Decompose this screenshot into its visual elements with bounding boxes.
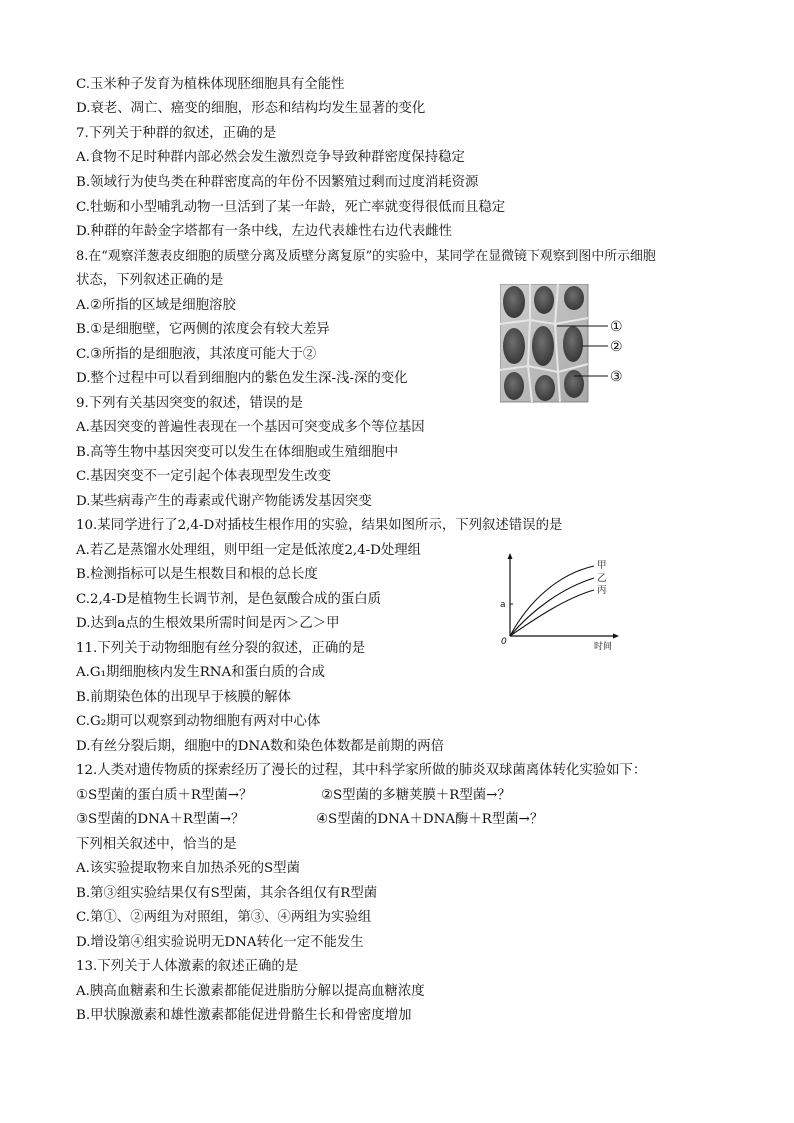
- protoplast: [503, 286, 525, 318]
- line-32: A.该实验提取物来自加热杀死的S型菌: [76, 861, 300, 876]
- line-24: A.G₁期细胞核内发生RNA和蛋白质的合成: [76, 665, 325, 680]
- protoplast: [504, 372, 524, 400]
- x-axis-arrow: [613, 634, 619, 639]
- line-38: B.甲状腺激素和雄性激素都能促进骨骼生长和骨密度增加: [76, 1008, 412, 1023]
- protoplast: [532, 326, 554, 366]
- line-18: 10.某同学进行了2,4-D对插枝生根作用的实验，结果如图所示，下列叙述错误的是: [76, 518, 563, 533]
- line-1: D.衰老、凋亡、癌变的细胞，形态和结构均发生显著的变化: [76, 101, 426, 116]
- label-3: ③: [610, 369, 623, 385]
- label-1: ①: [610, 319, 623, 335]
- line-26: C.G₂期可以观察到动物细胞有两对中心体: [76, 714, 321, 729]
- line-36: 13.下列关于人体激素的叙述正确的是: [76, 959, 299, 974]
- q12-option-2: ②S型菌的多糖荚膜＋R型菌→？: [321, 788, 511, 803]
- line-25: B.前期染色体的出现早于核膜的解体: [76, 690, 291, 705]
- origin-label: 0: [501, 637, 507, 647]
- protoplast: [535, 375, 555, 401]
- line-6: D.种群的年龄金字塔都有一条中线，左边代表雄性右边代表雌性: [76, 224, 453, 239]
- line-27: D.有丝分裂后期，细胞中的DNA数和染色体数都是前期的两倍: [76, 739, 445, 754]
- line-12: D.整个过程中可以看到细胞内的紫色发生深-浅-深的变化: [76, 371, 408, 386]
- line-3: A.食物不足时种群内部必然会发生激烈竞争导致种群密度保持稳定: [76, 150, 465, 165]
- line-30: ③S型菌的DNA＋R型菌→？: [76, 812, 245, 827]
- protoplast: [564, 286, 584, 310]
- curve-jia: [510, 566, 594, 636]
- line-35: D.增设第④组实验说明无DNA转化一定不能发生: [76, 935, 364, 950]
- line-20: B.检测指标可以是生根数目和根的总长度: [76, 567, 318, 582]
- line-21: C.2,4-D是植物生长调节剂，是色氨酸合成的蛋白质: [76, 592, 382, 607]
- line-37: A.胰高血糖素和生长激素都能促进脂肪分解以提高血糖浓度: [76, 984, 425, 999]
- line-22: D.达到a点的生根效果所需时间是丙＞乙＞甲: [76, 616, 340, 631]
- curve-label-yi: 乙: [597, 573, 607, 584]
- line-9: A.②所指的区域是细胞溶胶: [76, 298, 236, 313]
- protoplast: [534, 286, 554, 314]
- rooting-curve-figure: [498, 552, 622, 654]
- y-axis-arrow: [508, 553, 513, 559]
- label-2: ②: [610, 339, 623, 355]
- line-4: B.领域行为使鸟类在种群密度高的年份不因繁殖过剩而过度消耗资源: [76, 175, 479, 190]
- line-5: C.牡蛎和小型哺乳动物一旦活到了某一年龄，死亡率就变得很低而且稳定: [76, 200, 506, 215]
- line-0: C.玉米种子发育为植株体现胚细胞具有全能性: [76, 77, 345, 92]
- line-2: 7.下列关于种群的叙述，正确的是: [76, 126, 277, 141]
- q12-option-4: ④S型菌的DNA＋DNA酶＋R型菌→？: [316, 812, 544, 827]
- x-axis-label: 时间: [594, 642, 613, 652]
- line-33: B.第③组实验结果仅有S型菌，其余各组仅有R型菌: [76, 886, 378, 901]
- line-31: 下列相关叙述中，恰当的是: [76, 837, 237, 852]
- curve-label-bing: 丙: [597, 585, 607, 596]
- cell-micrograph-figure: [500, 284, 640, 404]
- line-17: D.某些病毒产生的毒素或代谢产物能诱发基因突变: [76, 494, 372, 509]
- protoplast: [503, 328, 525, 364]
- line-29: ①S型菌的蛋白质＋R型菌→？: [76, 788, 253, 803]
- line-14: A.基因突变的普遍性表现在一个基因可突变成多个等位基因: [76, 420, 425, 435]
- protoplast: [564, 370, 584, 398]
- line-15: B.高等生物中基因突变可以发生在体细胞或生殖细胞中: [76, 445, 399, 460]
- line-13: 9.下列有关基因突变的叙述，错误的是: [76, 396, 304, 411]
- line-28: 12.人类对遗传物质的探索经历了漫长的过程，其中科学家所做的肺炎双球菌离体转化实验如下：: [76, 763, 647, 778]
- line-10: B.①是细胞壁，它两侧的浓度会有较大差异: [76, 322, 330, 337]
- protoplast: [563, 326, 583, 362]
- line-34: C.第①、②两组为对照组，第③、④两组为实验组: [76, 910, 372, 925]
- line-11: C.③所指的是细胞液，其浓度可能大于②: [76, 347, 317, 362]
- line-7: 8.在“观察洋葱表皮细胞的质壁分离及质壁分离复原”的实验中，某同学在显微镜下观察到图中所示细胞: [76, 249, 656, 264]
- line-19: A.若乙是蒸馏水处理组，则甲组一定是低浓度2,4-D处理组: [76, 543, 422, 558]
- line-23: 11.下列关于动物细胞有丝分裂的叙述，正确的是: [76, 641, 366, 656]
- line-8: 状态，下列叙述正确的是: [76, 273, 224, 288]
- curve-label-jia: 甲: [597, 560, 607, 571]
- a-label: a: [500, 600, 506, 610]
- line-16: C.基因突变不一定引起个体表现型发生改变: [76, 469, 332, 484]
- curve-bing: [510, 590, 594, 636]
